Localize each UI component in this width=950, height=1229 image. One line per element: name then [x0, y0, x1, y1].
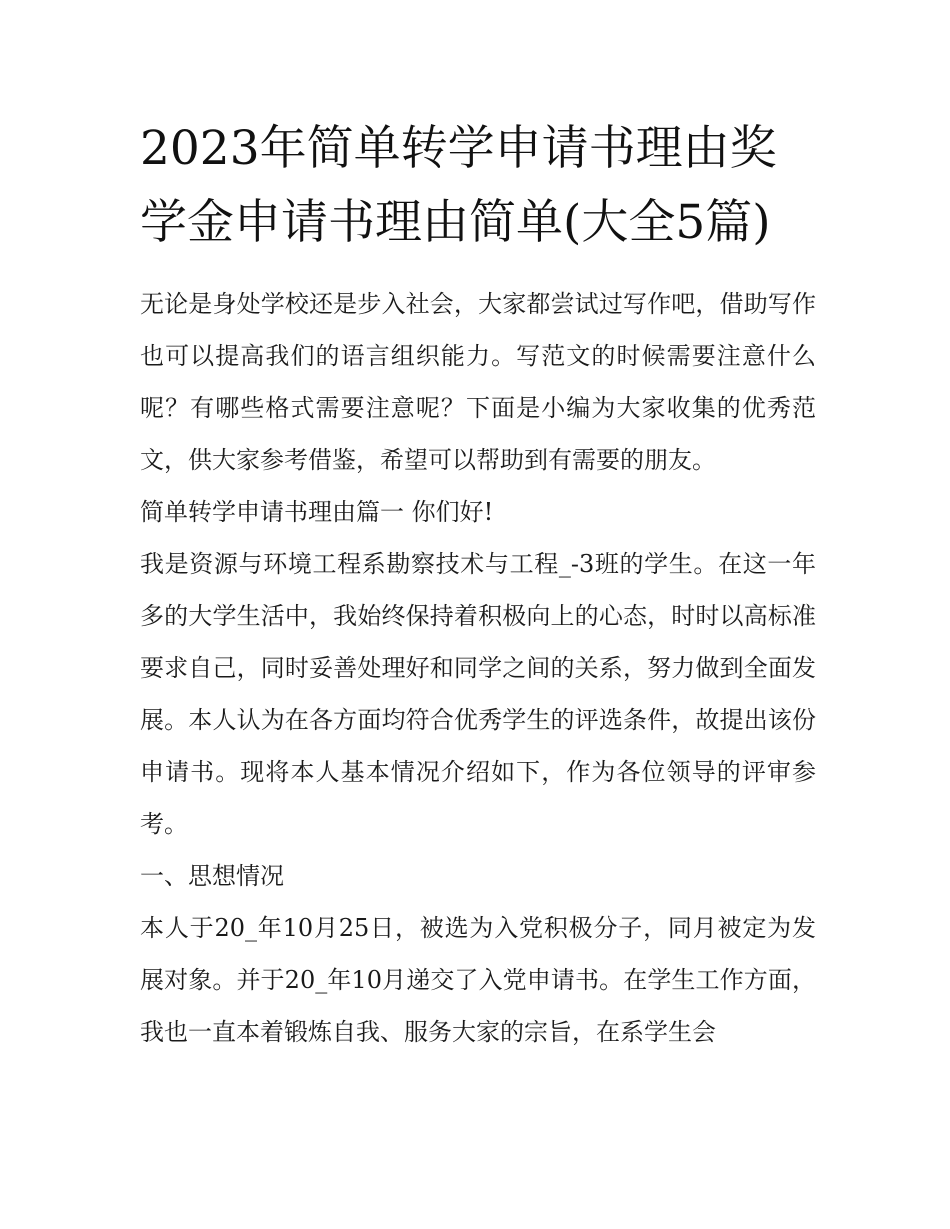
document-page: [140, 112, 816, 1058]
document-body: [140, 278, 816, 1058]
intro-paragraph: 无论是身处学校还是步入社会，大家都尝试过写作吧，借助写作也可以提高我们的语言组织能力。写范文的时候需要注意什么呢？有哪些格式需要注意呢？下面是小编为大家收集的优秀范文，供大家参考借鉴，希望可以帮助到有需要的朋友。: [140, 290, 816, 474]
section-heading-thought: 一、思想情况: [140, 862, 284, 890]
body-paragraph: 本人于20_年10月25日，被选为入党积极分子，同月被定为发展对象。并于20_年10月递交了入党申请书。在学生工作方面，我也一直本着锻炼自我、服务大家的宗旨，在系学生会: [140, 914, 816, 1046]
body-paragraph: 我是资源与环境工程系勘察技术与工程_-3班的学生。在这一年多的大学生活中，我始终保持着积极向上的心态，时时以高标准要求自己，同时妥善处理好和同学之间的关系，努力做到全面发展。本人认为在各方面均符合优秀学生的评选条件，故提出该份申请书。现将本人基本情况介绍如下，作为各位领导的评审参考。: [140, 550, 816, 838]
document-title: 2023年简单转学申请书理由奖学金申请书理由简单(大全5篇): [140, 121, 777, 250]
section-heading-greeting: 简单转学申请书理由篇一 你们好!: [140, 498, 494, 526]
